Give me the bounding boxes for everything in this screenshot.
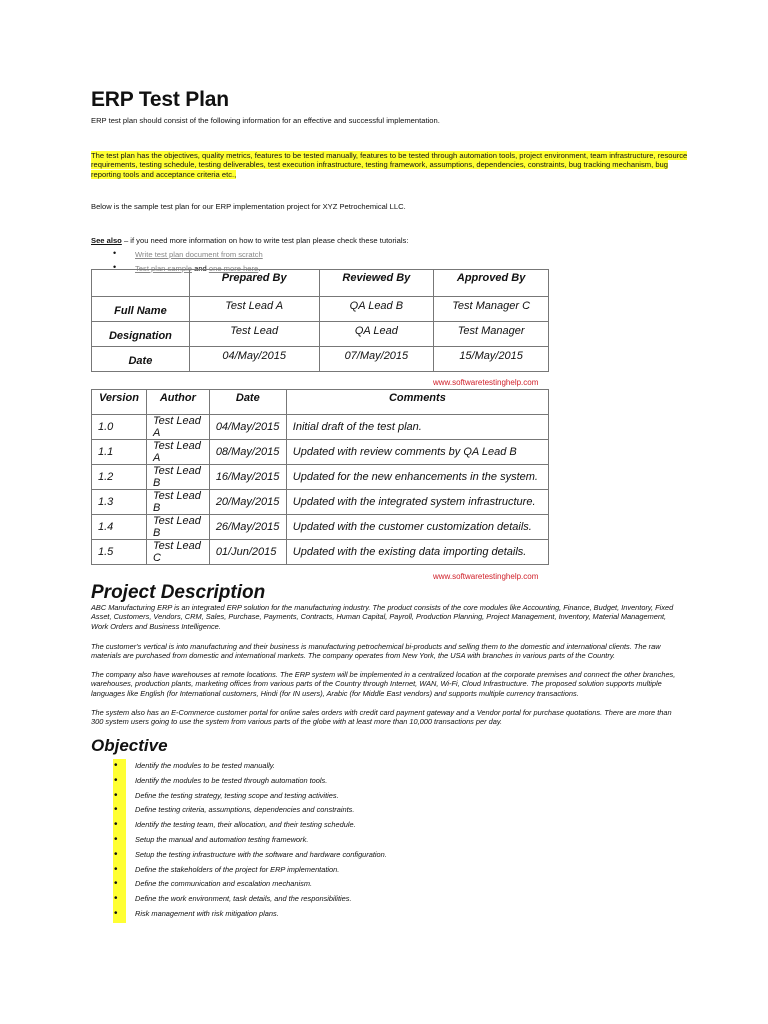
version-cell: Test Lead B [146,490,209,515]
bullet-icon: • [113,818,126,834]
version-cell: 08/May/2015 [209,440,286,465]
objective-text: Identify the modules to be tested through automation tools. [135,775,328,785]
version-cell: 20/May/2015 [209,490,286,515]
signoff-row-label: Date [92,347,190,372]
intro-text: ERP test plan should consist of the following information for an effective and successful implementation. [91,116,440,125]
signoff-cell: 04/May/2015 [189,347,319,372]
bullet-icon: • [113,863,126,879]
project-description-p2: The customer's vertical is into manufacturing and their business is manufacturing petrochemical bi-products and selling them to the domestic and international clients. The raw materials are purchased from domestic and international markets. The company operates from New York, the USA with branches in various parts of the Country. [91,642,661,661]
table-row [92,297,549,322]
signoff-row-label: Full Name [92,297,190,322]
version-cell: Updated with review comments by QA Lead B [286,440,548,465]
list-item [91,819,591,834]
table-row [92,540,549,565]
section-heading-project-description: Project Description [91,582,266,603]
version-cell: 1.0 [92,415,147,440]
see-also-label: See also [91,236,122,245]
table-row [92,440,549,465]
bullet-icon: • [113,759,126,775]
objective-text: Risk management with risk mitigation plans. [135,908,279,918]
version-cell: 1.2 [92,465,147,490]
signoff-cell: 15/May/2015 [434,347,549,372]
list-item [91,775,591,790]
highlighted-text: The test plan has the objectives, quality metrics, features to be tested manually, features to be tested through automation tools, project environment, team infrastructure, resource requirements, testing schedule, testing deliverables, test execution infrastructure, testing framework, assumptions, dependencies, constraints, bug tracking mechanism, bug reporting tools and acceptance criteria etc., [91,151,688,179]
signoff-cell: QA Lead B [319,297,434,322]
signoff-cell: 07/May/2015 [319,347,434,372]
bullet-icon: • [113,248,117,258]
version-cell: 1.5 [92,540,147,565]
version-cell: Updated with the integrated system infrastructure. [286,490,548,515]
objective-text: Define the work environment, task details, and the responsibilities. [135,894,352,904]
list-item [91,834,591,849]
table-row [92,322,549,347]
version-cell: Test Lead B [146,515,209,540]
link-separator: and [191,264,209,273]
version-cell: 1.3 [92,490,147,515]
project-description-p4: The system also has an E-Commerce customer portal for online sales orders with credit card payment gateway and a Vendor portal for purchase quotations. There are more than 300 system users going to use the system from various parts of the globe with at least more than 10,000 transactions per day. [91,708,672,727]
signoff-table [91,269,549,372]
version-cell: 16/May/2015 [209,465,286,490]
table-row [92,515,549,540]
sample-line: Below is the sample test plan for our ERP implementation project for XYZ Petrochemical LLC. [91,202,406,211]
bullet-icon: • [113,262,117,272]
bullet-icon: • [113,774,126,790]
signoff-cell: Test Lead A [189,297,319,322]
list-item [91,908,591,923]
objective-text: Identify the modules to be tested manually. [135,761,275,770]
version-header-cell: Comments [286,390,548,415]
list-item [91,878,591,893]
version-cell: Updated with the existing data importing details. [286,540,548,565]
version-cell: Test Lead A [146,415,209,440]
version-cell: 1.1 [92,440,147,465]
version-header-cell: Author [146,390,209,415]
version-cell: 04/May/2015 [209,415,286,440]
page-title: ERP Test Plan [91,88,229,111]
objective-text: Identify the testing team, their allocation, and their testing schedule. [135,820,356,830]
version-table [91,389,549,565]
see-also-text: – if you need more information on how to write test plan please check these tutorials: [121,236,409,245]
bullet-icon: • [113,877,126,893]
link-write-test-plan[interactable]: Write test plan document from scratch [135,250,263,259]
version-cell: Updated for the new enhancements in the system. [286,465,548,490]
objective-text: Define testing criteria, assumptions, dependencies and constraints. [135,805,355,815]
signoff-cell: Test Manager C [434,297,549,322]
signoff-cell: QA Lead [319,322,434,347]
list-item [91,249,391,263]
signoff-header-cell: Approved By [434,270,549,297]
version-cell: Updated with the customer customization details. [286,515,548,540]
project-description-p3: The company also have warehouses at remote locations. The ERP system will be implemented in a centralized location at the corporate premises and connect the other branches, warehouses, production plants, marketing offices from various parts of the Country through Internet, WAN, Wi-Fi, Cloud Infrastructure. The proposed solution supports multiple languages like English (for International customers, Hindi (for IN users), Arabic (for Middle East vendors) and supports multiple currency transactions. [91,670,676,698]
version-cell: 26/May/2015 [209,515,286,540]
bullet-icon: • [113,789,126,805]
version-cell: Test Lead B [146,465,209,490]
bullet-icon: • [113,803,126,819]
version-cell: Test Lead A [146,440,209,465]
see-also-line [91,236,711,245]
highlighted-paragraph [91,151,696,179]
signoff-header-cell [92,270,190,297]
table-row [92,490,549,515]
bullet-icon: • [113,892,126,908]
table-row [92,465,549,490]
signoff-cell: Test Manager [434,322,549,347]
objective-text: Define the communication and escalation mechanism. [135,879,313,889]
signoff-header-cell: Reviewed By [319,270,434,297]
section-heading-objective: Objective [91,736,168,755]
version-header-cell: Version [92,390,147,415]
project-description-p1: ABC Manufacturing ERP is an integrated ERP solution for the manufacturing industry. The product consists of the core modules like Accounting, Finance, Budget, Inventory, Fixed Asset, Customers, Vendors, CRM, Sales, Purchase, Payments, Contracts, Human Capital, Payroll, Production Planning, Project Management, Inventory, Material Management, Work Orders and Business Intelligence. [91,603,674,631]
objective-text: Setup the manual and automation testing framework. [135,834,309,844]
link-end: . [258,264,261,273]
list-item [91,893,591,908]
version-cell: 1.4 [92,515,147,540]
objective-list [91,760,591,923]
version-cell: Test Lead C [146,540,209,565]
signoff-cell: Test Lead [189,322,319,347]
version-header-cell: Date [209,390,286,415]
bullet-icon: • [113,848,126,864]
signoff-header-cell: Prepared By [189,270,319,297]
link-test-plan-sample[interactable]: Test plan sample [135,264,192,273]
objective-text: Define the testing strategy, testing scope and testing activities. [135,790,339,800]
objective-text: Setup the testing infrastructure with the software and hardware configuration. [135,849,387,859]
watermark-text: www.softwaretestinghelp.com [433,572,539,581]
list-item [91,864,591,879]
table-row [92,347,549,372]
table-row [92,415,549,440]
watermark-text: www.softwaretestinghelp.com [433,378,539,387]
link-one-more-here[interactable]: one more here [208,264,259,273]
version-cell: Initial draft of the test plan. [286,415,548,440]
signoff-header-row [92,270,549,297]
list-item [91,760,591,775]
list-item [91,849,591,864]
bullet-icon: • [113,833,126,849]
list-item [91,790,591,805]
list-item [91,804,591,819]
bullet-icon: • [113,907,126,923]
signoff-row-label: Designation [92,322,190,347]
version-cell: 01/Jun/2015 [209,540,286,565]
objective-text: Define the stakeholders of the project for ERP implementation. [135,864,340,874]
